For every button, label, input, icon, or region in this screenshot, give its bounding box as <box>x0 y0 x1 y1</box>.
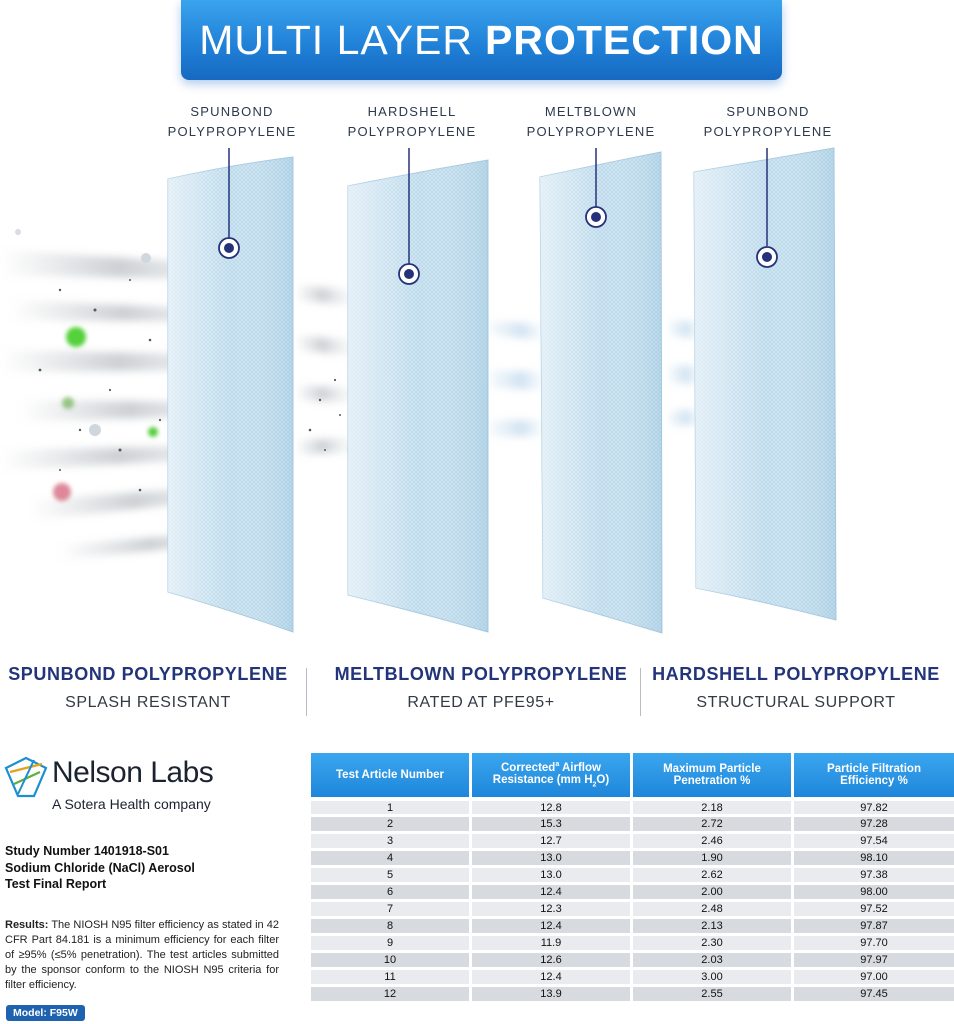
cell-filtration-efficiency: 97.45 <box>794 984 954 1001</box>
cell-airflow-resistance: 13.0 <box>472 848 630 865</box>
pointer-lines <box>229 148 767 264</box>
category-subtitle: STRUCTURAL SUPPORT <box>696 694 896 711</box>
study-info <box>5 843 195 893</box>
layer-label-line1: SPUNBOND <box>190 104 274 119</box>
layer-label-line2: POLYPROPYLENE <box>526 124 656 139</box>
nelson-labs-emblem-icon <box>4 756 48 800</box>
filter-panel-1 <box>168 157 293 632</box>
cell-airflow-resistance: 12.4 <box>472 967 630 984</box>
header-filtration-efficiency: Particle Filtration Efficiency % <box>794 753 954 797</box>
cell-airflow-resistance: 12.3 <box>472 899 630 916</box>
cell-airflow-resistance: 13.9 <box>472 984 630 1001</box>
cell-max-penetration: 2.46 <box>633 831 791 848</box>
category-title: HARDSHELL POLYPROPYLENE <box>652 664 940 684</box>
layer-label-1 <box>137 102 327 142</box>
table-row <box>311 797 954 814</box>
category-title: SPUNBOND POLYPROPYLENE <box>8 664 288 684</box>
category-divider <box>640 668 641 716</box>
filter-panel-4 <box>694 148 836 620</box>
cell-filtration-efficiency: 97.52 <box>794 899 954 916</box>
layer-label-2 <box>317 102 507 142</box>
table-row <box>311 984 954 1001</box>
results-text: The NIOSH N95 filter efficiency as stated in 42 CFR Part 84.181 is a minimum efficiency for each filter of ≥95% (≤5% penetration). The test articles submitted by the sponsor conform to the NIOSH N95 criteria for filter efficiency. <box>5 919 279 991</box>
cell-filtration-efficiency: 97.54 <box>794 831 954 848</box>
table-row <box>311 831 954 848</box>
layer-label-line2: POLYPROPYLENE <box>347 124 477 139</box>
category-divider <box>306 668 307 716</box>
cell-filtration-efficiency: 97.87 <box>794 916 954 933</box>
cell-filtration-efficiency: 97.00 <box>794 967 954 984</box>
cell-test-article-number: 9 <box>311 933 469 950</box>
banner-title-bold: PROTECTION <box>484 16 764 63</box>
cell-filtration-efficiency: 98.00 <box>794 882 954 899</box>
cell-max-penetration: 2.62 <box>633 865 791 882</box>
category-subtitle: SPLASH RESISTANT <box>65 694 231 711</box>
cell-filtration-efficiency: 97.97 <box>794 950 954 967</box>
header-max-penetration: Maximum Particle Penetration % <box>633 753 791 797</box>
table-row <box>311 882 954 899</box>
category-meltblown <box>318 664 644 712</box>
layer-label-line2: POLYPROPYLENE <box>703 124 833 139</box>
cell-max-penetration: 2.55 <box>633 984 791 1001</box>
table-row <box>311 950 954 967</box>
table-row <box>311 933 954 950</box>
filtration-results-table <box>308 753 954 1001</box>
model-badge: Model: F95W <box>6 1005 85 1021</box>
study-aerosol: Sodium Chloride (NaCl) Aerosol <box>5 860 195 875</box>
cell-max-penetration: 2.03 <box>633 950 791 967</box>
title-banner <box>181 0 782 80</box>
cell-max-penetration: 2.00 <box>633 882 791 899</box>
cell-airflow-resistance: 12.8 <box>472 797 630 814</box>
cell-test-article-number: 4 <box>311 848 469 865</box>
category-hardshell <box>648 664 944 712</box>
layer-label-4 <box>673 102 863 142</box>
table-row <box>311 916 954 933</box>
study-report: Test Final Report <box>5 877 107 891</box>
cell-filtration-efficiency: 97.28 <box>794 814 954 831</box>
results-paragraph <box>5 918 279 993</box>
cell-max-penetration: 2.72 <box>633 814 791 831</box>
cell-test-article-number: 12 <box>311 984 469 1001</box>
table-row <box>311 967 954 984</box>
cell-airflow-resistance: 12.6 <box>472 950 630 967</box>
cell-max-penetration: 1.90 <box>633 848 791 865</box>
cell-airflow-resistance: 11.9 <box>472 933 630 950</box>
cell-test-article-number: 8 <box>311 916 469 933</box>
layer-label-line1: SPUNBOND <box>726 104 810 119</box>
cell-test-article-number: 5 <box>311 865 469 882</box>
results-label: Results: <box>5 919 49 931</box>
layer-label-line1: HARDSHELL <box>367 104 457 119</box>
layer-label-line1: MELTBLOWN <box>544 104 638 119</box>
cell-airflow-resistance: 13.0 <box>472 865 630 882</box>
cell-test-article-number: 6 <box>311 882 469 899</box>
category-title: MELTBLOWN POLYPROPYLENE <box>334 664 628 684</box>
category-subtitle: RATED AT PFE95+ <box>407 694 555 711</box>
cell-test-article-number: 7 <box>311 899 469 916</box>
cell-max-penetration: 2.13 <box>633 916 791 933</box>
header-test-article-number: Test Article Number <box>311 753 469 797</box>
cell-max-penetration: 2.18 <box>633 797 791 814</box>
nelson-labs-logo <box>4 756 254 816</box>
table-row <box>311 814 954 831</box>
header-airflow-resistance: Corrected$^a$ Airflow Resistance (mm $H_2O$) <box>472 753 630 797</box>
cell-filtration-efficiency: 97.82 <box>794 797 954 814</box>
cell-filtration-efficiency: 97.38 <box>794 865 954 882</box>
filter-panel-2 <box>348 160 488 632</box>
cell-airflow-resistance: 12.7 <box>472 831 630 848</box>
filter-layers-illustration <box>0 140 954 660</box>
cell-test-article-number: 1 <box>311 797 469 814</box>
banner-title-regular: MULTI LAYER <box>199 16 473 63</box>
table-row <box>311 865 954 882</box>
layer-label-line2: POLYPROPYLENE <box>167 124 297 139</box>
cell-airflow-resistance: 12.4 <box>472 916 630 933</box>
study-number: Study Number 1401918-S01 <box>5 844 169 858</box>
cell-max-penetration: 2.30 <box>633 933 791 950</box>
cell-filtration-efficiency: 97.70 <box>794 933 954 950</box>
table-header-row <box>311 753 954 797</box>
cell-airflow-resistance: 15.3 <box>472 814 630 831</box>
cell-max-penetration: 2.48 <box>633 899 791 916</box>
category-spunbond <box>0 664 296 712</box>
cell-test-article-number: 11 <box>311 967 469 984</box>
logo-tagline: A Sotera Health company <box>52 796 211 812</box>
cell-max-penetration: 3.00 <box>633 967 791 984</box>
table-row <box>311 848 954 865</box>
cell-test-article-number: 3 <box>311 831 469 848</box>
logo-wordmark: Nelson Labs <box>52 756 214 789</box>
cell-filtration-efficiency: 98.10 <box>794 848 954 865</box>
layer-label-3 <box>496 102 686 142</box>
cell-test-article-number: 10 <box>311 950 469 967</box>
cell-airflow-resistance: 12.4 <box>472 882 630 899</box>
cell-test-article-number: 2 <box>311 814 469 831</box>
table-row <box>311 899 954 916</box>
pointer-markers <box>219 207 777 284</box>
